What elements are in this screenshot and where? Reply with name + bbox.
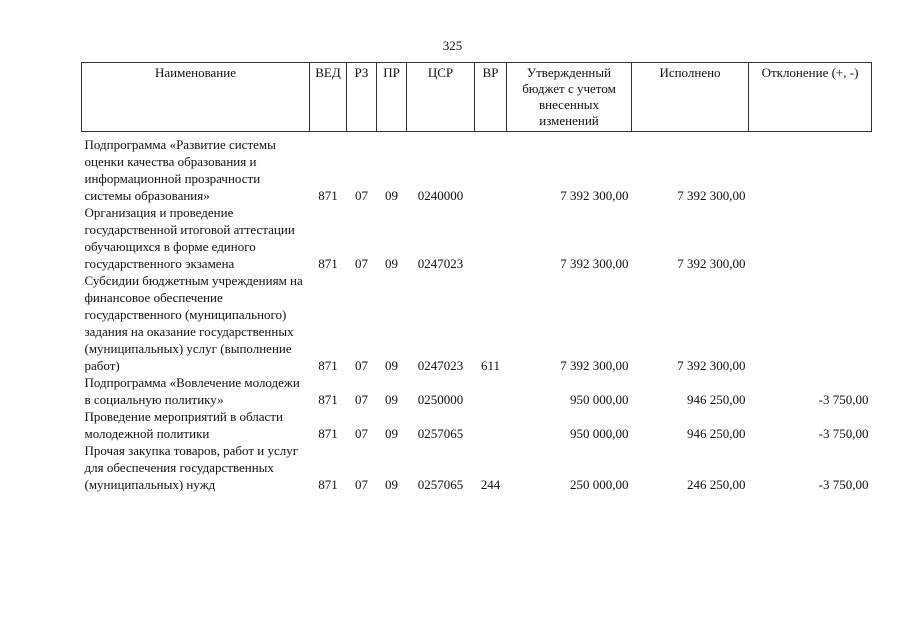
row-name: Подпрограмма «Вовлечение молодежи в социальную политику» — [84, 375, 300, 407]
row-ved: 871 — [318, 426, 338, 441]
row-executed: 946 250,00 — [687, 392, 746, 407]
row-rz: 07 — [355, 477, 368, 492]
row-deviation: -3 750,00 — [818, 426, 869, 441]
table-row — [82, 442, 872, 493]
table-row — [82, 374, 872, 408]
row-approved: 7 392 300,00 — [560, 188, 629, 203]
row-vr — [475, 136, 507, 204]
row-vr — [475, 204, 507, 272]
header-ved: ВЕД — [310, 63, 347, 132]
row-name: Организация и проведение государственной итоговой аттестации обучающихся в форме единого государственного экзамена — [84, 205, 295, 271]
row-executed: 7 392 300,00 — [677, 188, 746, 203]
row-deviation — [749, 204, 872, 272]
row-deviation — [749, 272, 872, 374]
row-rz: 07 — [355, 426, 368, 441]
header-rz: РЗ — [347, 63, 377, 132]
table-row — [82, 204, 872, 272]
row-executed: 7 392 300,00 — [677, 358, 746, 373]
row-approved: 250 000,00 — [570, 477, 629, 492]
row-vr — [475, 374, 507, 408]
budget-table — [81, 62, 872, 493]
row-csr: 0257065 — [417, 426, 464, 441]
row-approved: 950 000,00 — [570, 392, 629, 407]
row-ved: 871 — [318, 392, 338, 407]
row-deviation — [749, 136, 872, 204]
table-row — [82, 272, 872, 374]
row-pr: 09 — [385, 256, 398, 271]
row-vr: 611 — [480, 358, 501, 373]
row-ved: 871 — [318, 188, 338, 203]
table-row — [82, 136, 872, 204]
row-name: Субсидии бюджетным учреждениям на финансовое обеспечение государственного (муниципального) задания на оказание государственных (муниципальных) услуг (выполнение работ) — [84, 273, 303, 373]
header-csr: ЦСР — [407, 63, 475, 132]
row-executed: 246 250,00 — [687, 477, 746, 492]
row-executed: 7 392 300,00 — [677, 256, 746, 271]
row-approved: 7 392 300,00 — [560, 358, 629, 373]
row-ved: 871 — [318, 256, 338, 271]
row-csr: 0257065 — [417, 477, 464, 492]
row-csr: 0247023 — [417, 256, 464, 271]
row-name: Прочая закупка товаров, работ и услуг для обеспечения государственных (муниципальных) нужд — [84, 443, 299, 492]
row-csr: 0250000 — [417, 392, 464, 407]
header-name: Наименование — [82, 63, 310, 132]
header-deviation: Отклонение (+, -) — [749, 63, 872, 132]
header-approved: Утвержденный бюджет с учетом внесенных изменений — [507, 63, 632, 132]
row-deviation: -3 750,00 — [818, 477, 869, 492]
row-csr: 0240000 — [417, 188, 464, 203]
page-number: 325 — [442, 38, 463, 53]
row-pr: 09 — [385, 477, 398, 492]
row-approved: 7 392 300,00 — [560, 256, 629, 271]
row-ved: 871 — [318, 477, 338, 492]
table-row — [82, 408, 872, 442]
row-executed: 946 250,00 — [687, 426, 746, 441]
row-csr: 0247023 — [417, 358, 464, 373]
row-pr: 09 — [385, 392, 398, 407]
row-rz: 07 — [355, 358, 368, 373]
row-approved: 950 000,00 — [570, 426, 629, 441]
row-rz: 07 — [355, 256, 368, 271]
row-vr — [475, 408, 507, 442]
header-pr: ПР — [377, 63, 407, 132]
row-name: Подпрограмма «Развитие системы оценки качества образования и информационной прозрачности системы образования» — [84, 137, 276, 203]
row-pr: 09 — [385, 358, 398, 373]
row-name: Проведение мероприятий в области молодежной политики — [84, 409, 283, 441]
row-rz: 07 — [355, 188, 368, 203]
row-rz: 07 — [355, 392, 368, 407]
header-vr: ВР — [475, 63, 507, 132]
table-header-row — [82, 63, 872, 132]
row-ved: 871 — [318, 358, 338, 373]
row-pr: 09 — [385, 188, 398, 203]
header-executed: Исполнено — [632, 63, 749, 132]
row-pr: 09 — [385, 426, 398, 441]
row-deviation: -3 750,00 — [818, 392, 869, 407]
row-vr: 244 — [480, 477, 501, 492]
